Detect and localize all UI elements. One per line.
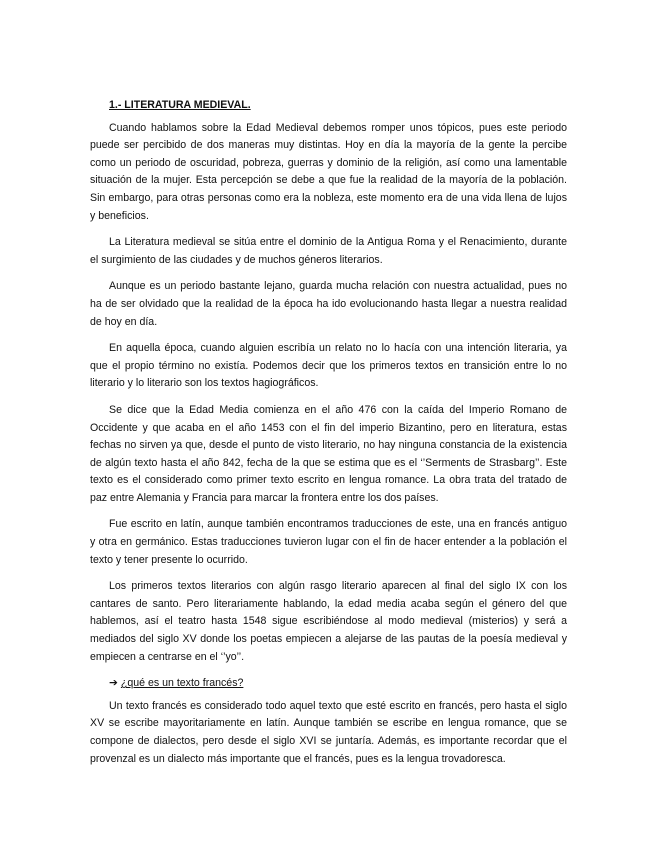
paragraph-fechas: Se dice que la Edad Media comienza en el año 476 con la caída del Imperio Romano de Occidente y que acaba en el año 1453 con el fin del imperio Bizantino, pero en literatura, estas fechas no sirven ya que, desde el punto de visto literario, no hay ninguna constancia de la existencia de algún texto hasta el año 842, fecha de la que se estima que es el ‘’Serments de Strasbarg’’. Este texto es el considerado como primer texto escrito en lengua romance. La obra trata del tratado de paz entre Alemania y Francia para marcar la frontera entre los dos países. xyxy=(90,403,567,504)
paragraph-texto-frances: Un texto francés es considerado todo aquel texto que esté escrito en francés, pero hasta el siglo XV se escribe mayoritariamente en latín. Aunque también se escribe en lengua romance, que se compone de dialectos, pero desde el siglo XVI se juntaría. Además, es importante recordar que el provenzal es un dialecto más importante que el francés, pues es la lengua trovadoresca. xyxy=(90,699,567,765)
paragraph-traducciones: Fue escrito en latín, aunque también encontramos traducciones de este, una en francés antiguo y otra en germánico. Estas traducciones tuvieron lugar con el fin de hacer entender a la población el texto y tener presente lo ocurrido. xyxy=(90,518,567,566)
subheading-label: ¿qué es un texto francés? xyxy=(120,677,244,690)
subheading-texto-frances xyxy=(90,675,567,693)
paragraph-actualidad: Aunque es un periodo bastante lejano, guarda mucha relación con nuestra actualidad, pues no ha de ser olvidado que la realidad de la época ha ido evolucionando hasta llegar a nuestra realidad de hoy en día. xyxy=(90,280,567,328)
paragraph-primeros-textos: Los primeros textos literarios con algún rasgo literario aparecen al final del siglo IX con los cantares de santo. Pero literariamente hablando, la edad media acaba según el género del que hablemos, así el teatro hasta 1548 sigue escribiéndose al modo medieval (misterios) y será a mediados del siglo XV donde los poetas empiecen a alejarse de las pautas de la poesía medieval y empiecen a centrarse en el ‘’yo’’. xyxy=(90,580,567,663)
document-body xyxy=(90,97,567,777)
paragraph-literatura-medieval: La Literatura medieval se sitúa entre el dominio de la Antigua Roma y el Renacimiento, durante el surgimiento de las ciudades y de muchos géneros literarios. xyxy=(90,236,567,266)
paragraph-edad-medieval: Cuando hablamos sobre la Edad Medieval debemos romper unos tópicos, pues este periodo puede ser percibido de dos maneras muy distintas. Hoy en día la mayoría de la gente la percibe como un periodo de oscuridad, pobreza, guerras y dominio de la religión, así como una lamentable situación de la mujer. Esta percepción se debe a que fue la realidad de la mayoría de la población. Sin embargo, para otras personas como era la nobleza, este momento era de una vida llena de lujos y beneficios. xyxy=(90,121,567,222)
arrow-right-icon: ➔ xyxy=(109,677,118,690)
paragraph-textos-hagiograficos: En aquella época, cuando alguien escribía un relato no lo hacía con una intención literaria, ya que el propio término no existía. Podemos decir que los primeros textos en transición entre lo no literario y lo literario son los textos hagiográficos. xyxy=(90,342,567,390)
section-heading: 1.- LITERATURA MEDIEVAL. xyxy=(109,99,251,111)
